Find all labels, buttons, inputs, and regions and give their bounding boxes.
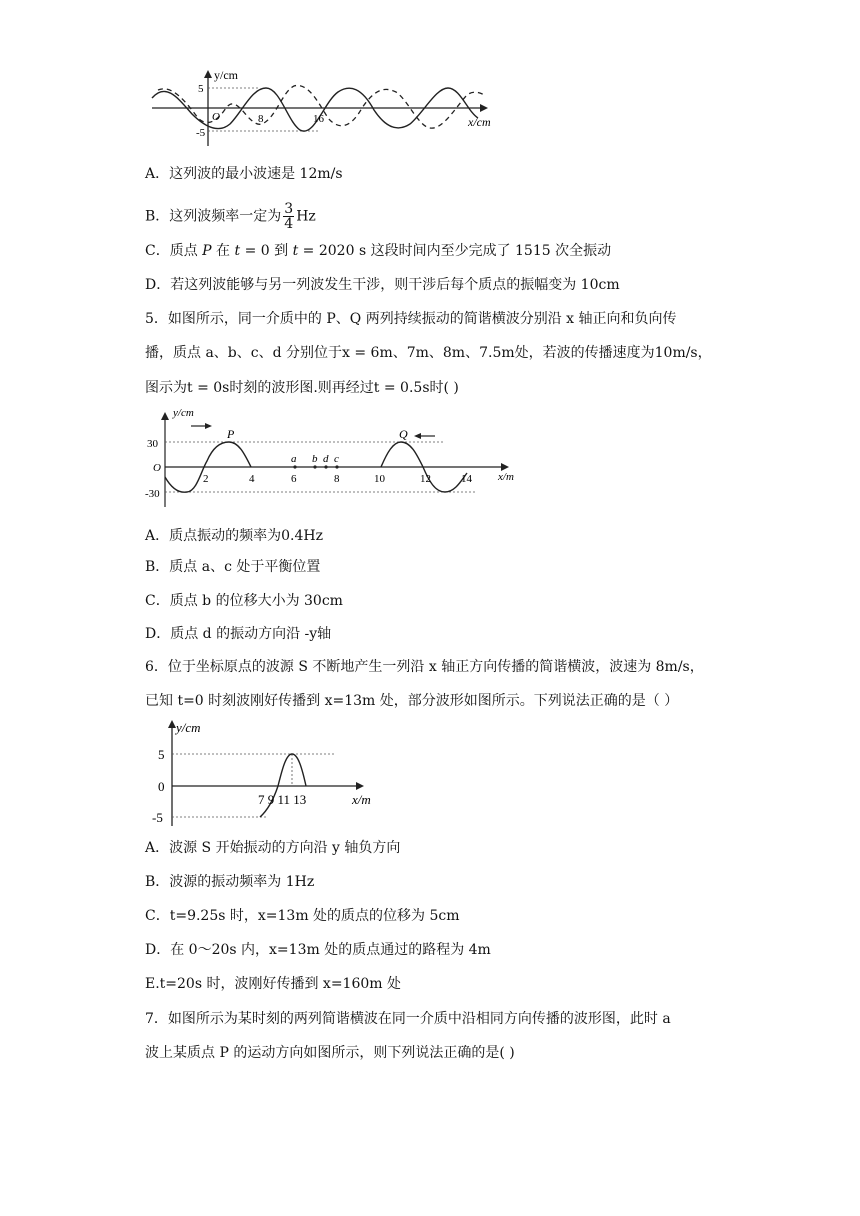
q6-stem-line1: 6．位于坐标原点的波源 S 不断地产生一列沿 x 轴正方向传播的简谐横波，波速为 8m/s， bbox=[145, 659, 704, 675]
fig1-origin: O bbox=[212, 111, 220, 123]
text-run: = 2020 s 这段时间内至少完成了 1515 次全振动 bbox=[298, 243, 612, 259]
q6-option-d: D．在 0～20s 内，x=13m 处的质点通过的路程为 4m bbox=[145, 942, 491, 958]
fig1-tick-5: 5 bbox=[198, 83, 204, 95]
fig2-tick-14: 14 bbox=[461, 473, 472, 485]
wave-figure-1 bbox=[148, 62, 508, 150]
q6-option-e: E.t=20s 时，波刚好传播到 x=160m 处 bbox=[145, 976, 401, 992]
fig2-tick-10: 10 bbox=[374, 473, 385, 485]
fig2-label-Q: Q bbox=[399, 427, 408, 441]
fig1-tick-16: 16 bbox=[313, 113, 324, 125]
q5-option-c: C．质点 b 的位移大小为 30cm bbox=[145, 593, 343, 609]
fraction-numerator: 3 bbox=[284, 201, 294, 217]
fig3-x-label: x/m bbox=[352, 792, 371, 807]
symbol-t: t bbox=[292, 243, 299, 259]
fig1-y-label: y/cm bbox=[214, 68, 238, 82]
text-run: = 0 到 bbox=[240, 243, 293, 259]
fig2-y-30: 30 bbox=[147, 438, 158, 450]
fig2-point-c: c bbox=[334, 453, 339, 465]
fig2-origin: O bbox=[153, 462, 161, 474]
text-run: 在 bbox=[211, 243, 235, 259]
q6-option-a: A．波源 S 开始振动的方向沿 y 轴负方向 bbox=[145, 840, 401, 856]
q6-option-b: B．波源的振动频率为 1Hz bbox=[145, 874, 315, 890]
q5-option-b: B．质点 a、c 处于平衡位置 bbox=[145, 559, 321, 575]
fig2-x-label: x/m bbox=[498, 471, 514, 483]
text-run: C．质点 bbox=[145, 243, 203, 259]
q4-option-b-unit: Hz bbox=[296, 208, 316, 225]
fig2-y-neg30: -30 bbox=[145, 488, 160, 500]
fraction bbox=[283, 202, 294, 231]
q7-stem-line2: 波上某质点 P 的运动方向如图所示，则下列说法正确的是( ) bbox=[145, 1045, 515, 1061]
wave-figure-3 bbox=[148, 716, 388, 830]
fraction-denominator: 4 bbox=[284, 216, 294, 232]
fig3-y-label: y/cm bbox=[176, 720, 201, 735]
q5-stem-line2: 播，质点 a、b、c、d 分别位于x = 6m、7m、8m、7.5m处，若波的传播速度为10m/s， bbox=[145, 345, 712, 361]
fig2-tick-6: 6 bbox=[291, 473, 297, 485]
fig2-y-label: y/cm bbox=[173, 407, 194, 419]
fig3-y-neg5: -5 bbox=[152, 810, 163, 825]
q4-option-d: D．若这列波能够与另一列波发生干涉，则干涉后每个质点的振幅变为 10cm bbox=[145, 277, 620, 293]
q4-option-b bbox=[145, 202, 316, 231]
q6-stem-line2: 已知 t=0 时刻波刚好传播到 x=13m 处，部分波形如图所示。下列说法正确的是（ ） bbox=[145, 693, 679, 709]
fig2-tick-4: 4 bbox=[249, 473, 255, 485]
wave-figure-2 bbox=[145, 407, 525, 509]
q7-stem-line1: 7．如图所示为某时刻的两列简谐横波在同一介质中沿相同方向传播的波形图，此时 a bbox=[145, 1011, 671, 1027]
q5-stem-line1: 5．如图所示，同一介质中的 P、Q 两列持续振动的简谐横波分别沿 x 轴正向和负向传 bbox=[145, 311, 677, 327]
fig2-point-d: d bbox=[323, 453, 329, 465]
q5-option-a: A．质点振动的频率为0.4Hz bbox=[145, 528, 323, 544]
q4-option-c bbox=[145, 241, 611, 261]
q6-option-c: C．t=9.25s 时，x=13m 处的质点的位移为 5cm bbox=[145, 908, 460, 924]
fig1-tick-neg5: -5 bbox=[196, 127, 206, 139]
symbol-t: t bbox=[234, 243, 241, 259]
symbol-P: P bbox=[202, 243, 212, 259]
fig3-y-5: 5 bbox=[158, 747, 165, 762]
fig2-tick-8: 8 bbox=[334, 473, 340, 485]
q4-option-a: A．这列波的最小波速是 12m/s bbox=[145, 166, 343, 182]
fig2-point-b: b bbox=[312, 453, 318, 465]
fig2-tick-2: 2 bbox=[203, 473, 209, 485]
q5-stem-line3: 图示为t = 0s时刻的波形图.则再经过t = 0.5s时( ) bbox=[145, 380, 459, 396]
fig2-point-a: a bbox=[291, 453, 297, 465]
fig3-y-0: 0 bbox=[158, 779, 165, 794]
fig1-x-label: x/cm bbox=[468, 115, 491, 129]
fig2-tick-12: 12 bbox=[420, 473, 431, 485]
fig1-tick-8: 8 bbox=[258, 113, 264, 125]
q4-option-b-prefix: B．这列波频率一定为 bbox=[145, 208, 282, 225]
q5-option-d: D．质点 d 的振动方向沿 -y轴 bbox=[145, 626, 332, 642]
fig3-x-ticks: 7 9 11 13 bbox=[258, 792, 307, 807]
fig2-label-P: P bbox=[227, 427, 235, 441]
